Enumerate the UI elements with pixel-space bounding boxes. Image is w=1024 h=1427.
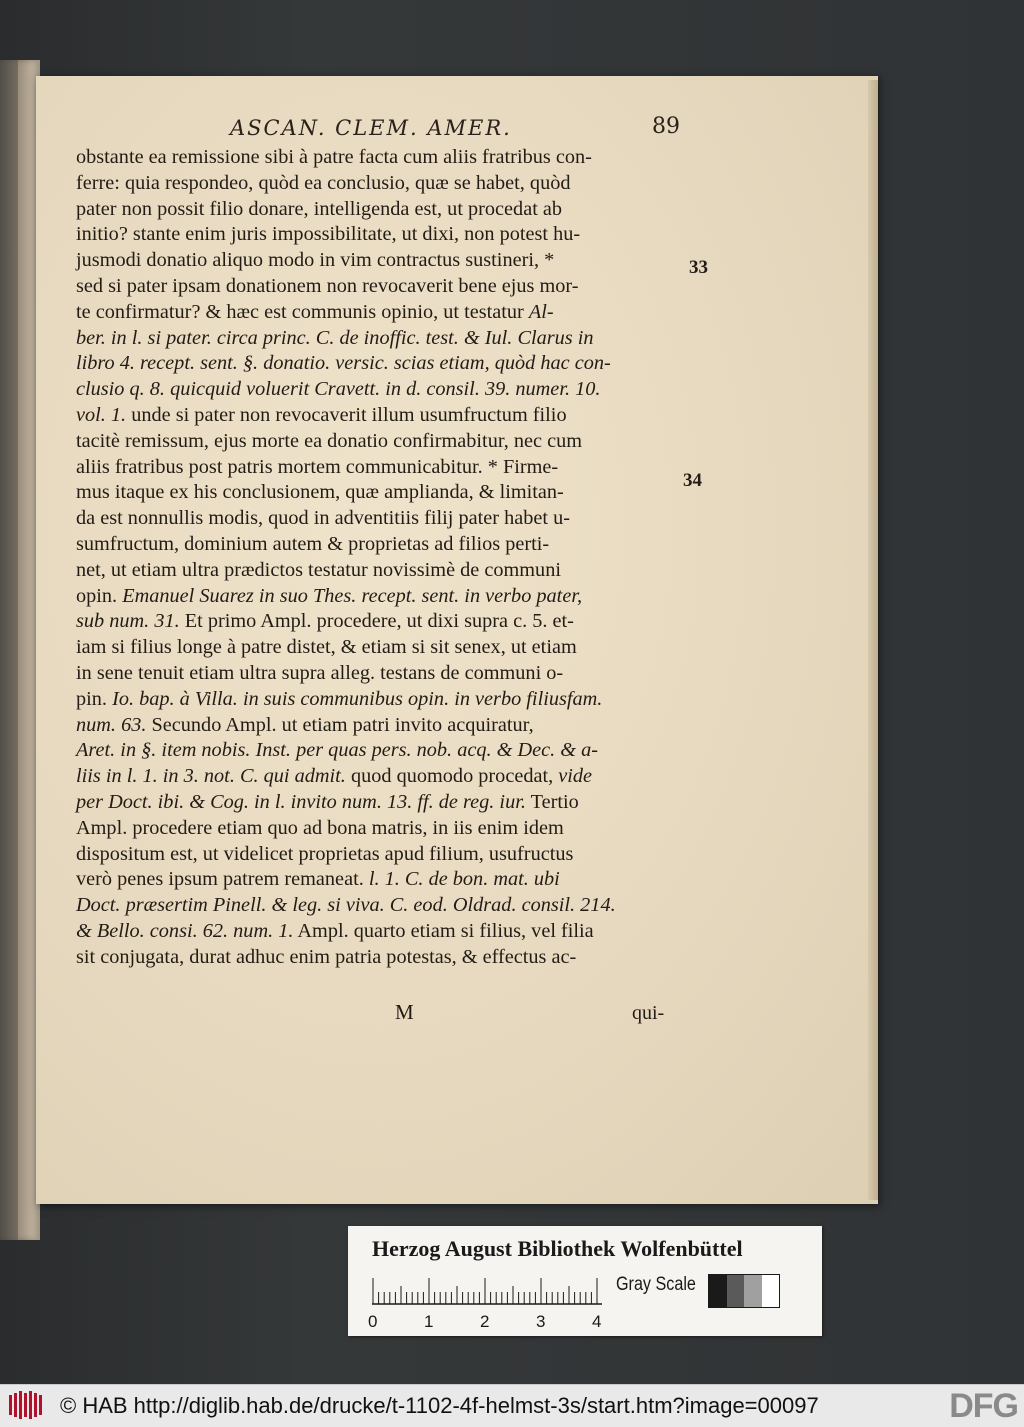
text-italic: Io. bap. à Villa. in suis communibus opin. in verbo filiusfam. — [112, 687, 603, 710]
signature-mark: M — [395, 1000, 414, 1024]
ruler-number: 4 — [592, 1312, 602, 1331]
text-line — [76, 687, 696, 713]
text-line — [76, 532, 696, 558]
gray-scale-swatch — [708, 1274, 780, 1308]
footer-bar — [0, 1384, 1024, 1427]
text-line — [76, 480, 696, 506]
text-roman: Et primo Ampl. procedere, ut dixi supra c. 5. et- — [179, 610, 574, 633]
text-line — [76, 584, 696, 610]
text-line — [76, 506, 696, 532]
page-edge — [868, 80, 878, 1200]
text-roman: quod quomodo procedat, — [345, 765, 559, 788]
text-line — [76, 377, 696, 403]
binding-shadow — [0, 60, 18, 1240]
margin-note-34: 34 — [683, 470, 702, 491]
text-roman: Secundo Ampl. ut etiam patri invito acquiratur, — [146, 713, 534, 736]
text-roman: aliis fratribus post patris mortem communicabitur. * Firme- — [76, 455, 559, 478]
text-line — [76, 222, 696, 248]
text-italic: & Bello. consi. 62. num. 1. — [76, 919, 294, 942]
text-line — [76, 455, 696, 481]
text-roman: initio? stante enim juris impossibilitate, ut dixi, non potest hu- — [76, 223, 581, 246]
ruler — [372, 1276, 602, 1308]
text-roman: jusmodi donatio aliquo modo in vim contractus sustineri, * — [76, 249, 555, 272]
text-line — [76, 326, 696, 352]
text-italic: vide — [558, 765, 593, 788]
text-italic: per Doct. ibi. & Cog. in l. invito num. 13. ff. de reg. iur. — [76, 790, 526, 813]
copyright-url[interactable]: © HAB http://diglib.hab.de/drucke/t-1102-4f-helmst-3s/start.htm?image=00097 — [60, 1393, 819, 1418]
text-italic: vol. 1. — [76, 403, 127, 426]
text-line — [76, 274, 696, 300]
text-roman: Tertio — [525, 790, 579, 813]
text-roman: da est nonnullis modis, quod in adventitiis filij pater habet u- — [76, 507, 570, 530]
text-line — [76, 429, 696, 455]
running-head: ASCAN. CLEM. AMER. — [230, 116, 512, 140]
text-line — [76, 945, 696, 971]
text-roman: unde si pater non revocaverit illum usumfructum filio — [126, 403, 567, 426]
text-line — [76, 842, 696, 868]
text-italic: l. 1. C. de bon. mat. ubi — [368, 868, 560, 891]
text-line — [76, 713, 696, 739]
catchword: qui- — [632, 1002, 665, 1024]
text-line — [76, 171, 696, 197]
text-italic: num. 63. — [76, 713, 147, 736]
text-line — [76, 738, 696, 764]
text-roman: obstante ea remissione sibi à patre facta cum aliis fratribus con- — [76, 146, 592, 168]
text-roman: Ampl. quarto etiam si filius, vel filia — [293, 919, 594, 942]
text-roman: mus itaque ex his conclusionem, quæ amplianda, & limitan- — [76, 481, 564, 504]
text-italic: clusio q. 8. quicquid voluerit Cravett. in d. consil. 39. numer. 10. — [76, 378, 601, 401]
text-line — [76, 919, 696, 945]
ruler-number: 1 — [424, 1312, 434, 1331]
text-line — [76, 403, 696, 429]
text-roman: sit conjugata, durat adhuc enim patria potestas, & effectus ac- — [76, 945, 577, 968]
gray-step-light — [744, 1275, 762, 1307]
page-number: 89 — [652, 114, 680, 139]
text-line — [76, 558, 696, 584]
text-line — [76, 145, 696, 171]
text-roman: net, ut etiam ultra prædictos testatur novissimè de communi — [76, 558, 561, 581]
text-roman: Ampl. procedere etiam quo ad bona matris, in iis enim idem — [76, 816, 564, 839]
text-line — [76, 661, 696, 687]
text-italic: Doct. præsertim Pinell. & leg. si viva. C. eod. Oldrad. consil. 214. — [76, 894, 616, 917]
text-roman: tacitè remissum, ejus morte ea donatio confirmabitur, nec cum — [76, 429, 583, 452]
ruler-number: 2 — [480, 1312, 490, 1331]
ruler-number: 0 — [368, 1312, 378, 1331]
text-roman: sed si pater ipsam donationem non revocaverit bene ejus mor- — [76, 274, 579, 297]
text-roman: iam si filius longe à patre distet, & etiam si sit senex, ut etiam — [76, 636, 577, 659]
text-line — [76, 790, 696, 816]
gray-step-dark — [727, 1275, 745, 1307]
text-italic: ber. in l. si pater. circa princ. C. de inoffic. test. & Iul. Clarus in — [76, 326, 594, 349]
gray-step-black — [709, 1275, 727, 1307]
text-roman: ferre: quia respondeo, quòd ea conclusio, quæ se habet, quòd — [76, 171, 571, 194]
color-scale-card — [348, 1226, 822, 1336]
dfg-logo: DFG — [949, 1387, 1018, 1425]
text-italic: Emanuel Suarez in suo Thes. recept. sent. in verbo pater, — [122, 584, 583, 607]
text-roman: sumfructum, dominium autem & proprietas ad filios perti- — [76, 532, 550, 555]
text-italic: liis in l. 1. in 3. not. C. qui admit. — [76, 765, 346, 788]
text-italic: Aret. in §. item nobis. Inst. per quas pers. nob. acq. & Dec. & a- — [76, 739, 598, 762]
text-line — [76, 351, 696, 377]
text-line — [76, 248, 696, 274]
text-roman: in sene tenuit etiam ultra supra alleg. testans de communi o- — [76, 661, 564, 684]
text-roman: opin. — [76, 584, 123, 607]
text-line — [76, 635, 696, 661]
text-roman: te confirmatur? & hæc est communis opinio, ut testatur — [76, 300, 529, 323]
text-italic: libro 4. recept. sent. §. donatio. versic. scias etiam, quòd hac con- — [76, 352, 611, 375]
text-line — [76, 300, 696, 326]
text-line — [76, 893, 696, 919]
gray-scale-label: Gray Scale — [616, 1274, 696, 1295]
text-line — [76, 867, 696, 893]
text-line — [76, 609, 696, 635]
ruler-number: 3 — [536, 1312, 546, 1331]
text-line — [76, 764, 696, 790]
text-line — [76, 816, 696, 842]
gray-step-white — [762, 1275, 780, 1307]
text-roman: pin. — [76, 687, 113, 710]
ruler-numbers — [368, 1312, 608, 1332]
text-line — [76, 197, 696, 223]
text-roman: pater non possit filio donare, intelligenda est, ut procedat ab — [76, 197, 563, 220]
library-name: Herzog August Bibliothek Wolfenbüttel — [372, 1236, 743, 1261]
hab-logo-icon — [8, 1391, 48, 1419]
text-roman: dispositum est, ut videlicet proprietas apud filium, usufructus — [76, 842, 574, 865]
text-italic: Al- — [528, 300, 554, 323]
text-italic: sub num. 31. — [76, 610, 180, 633]
body-text — [76, 145, 696, 971]
text-roman: verò penes ipsum patrem remaneat. — [76, 868, 369, 891]
margin-note-33: 33 — [689, 257, 708, 278]
